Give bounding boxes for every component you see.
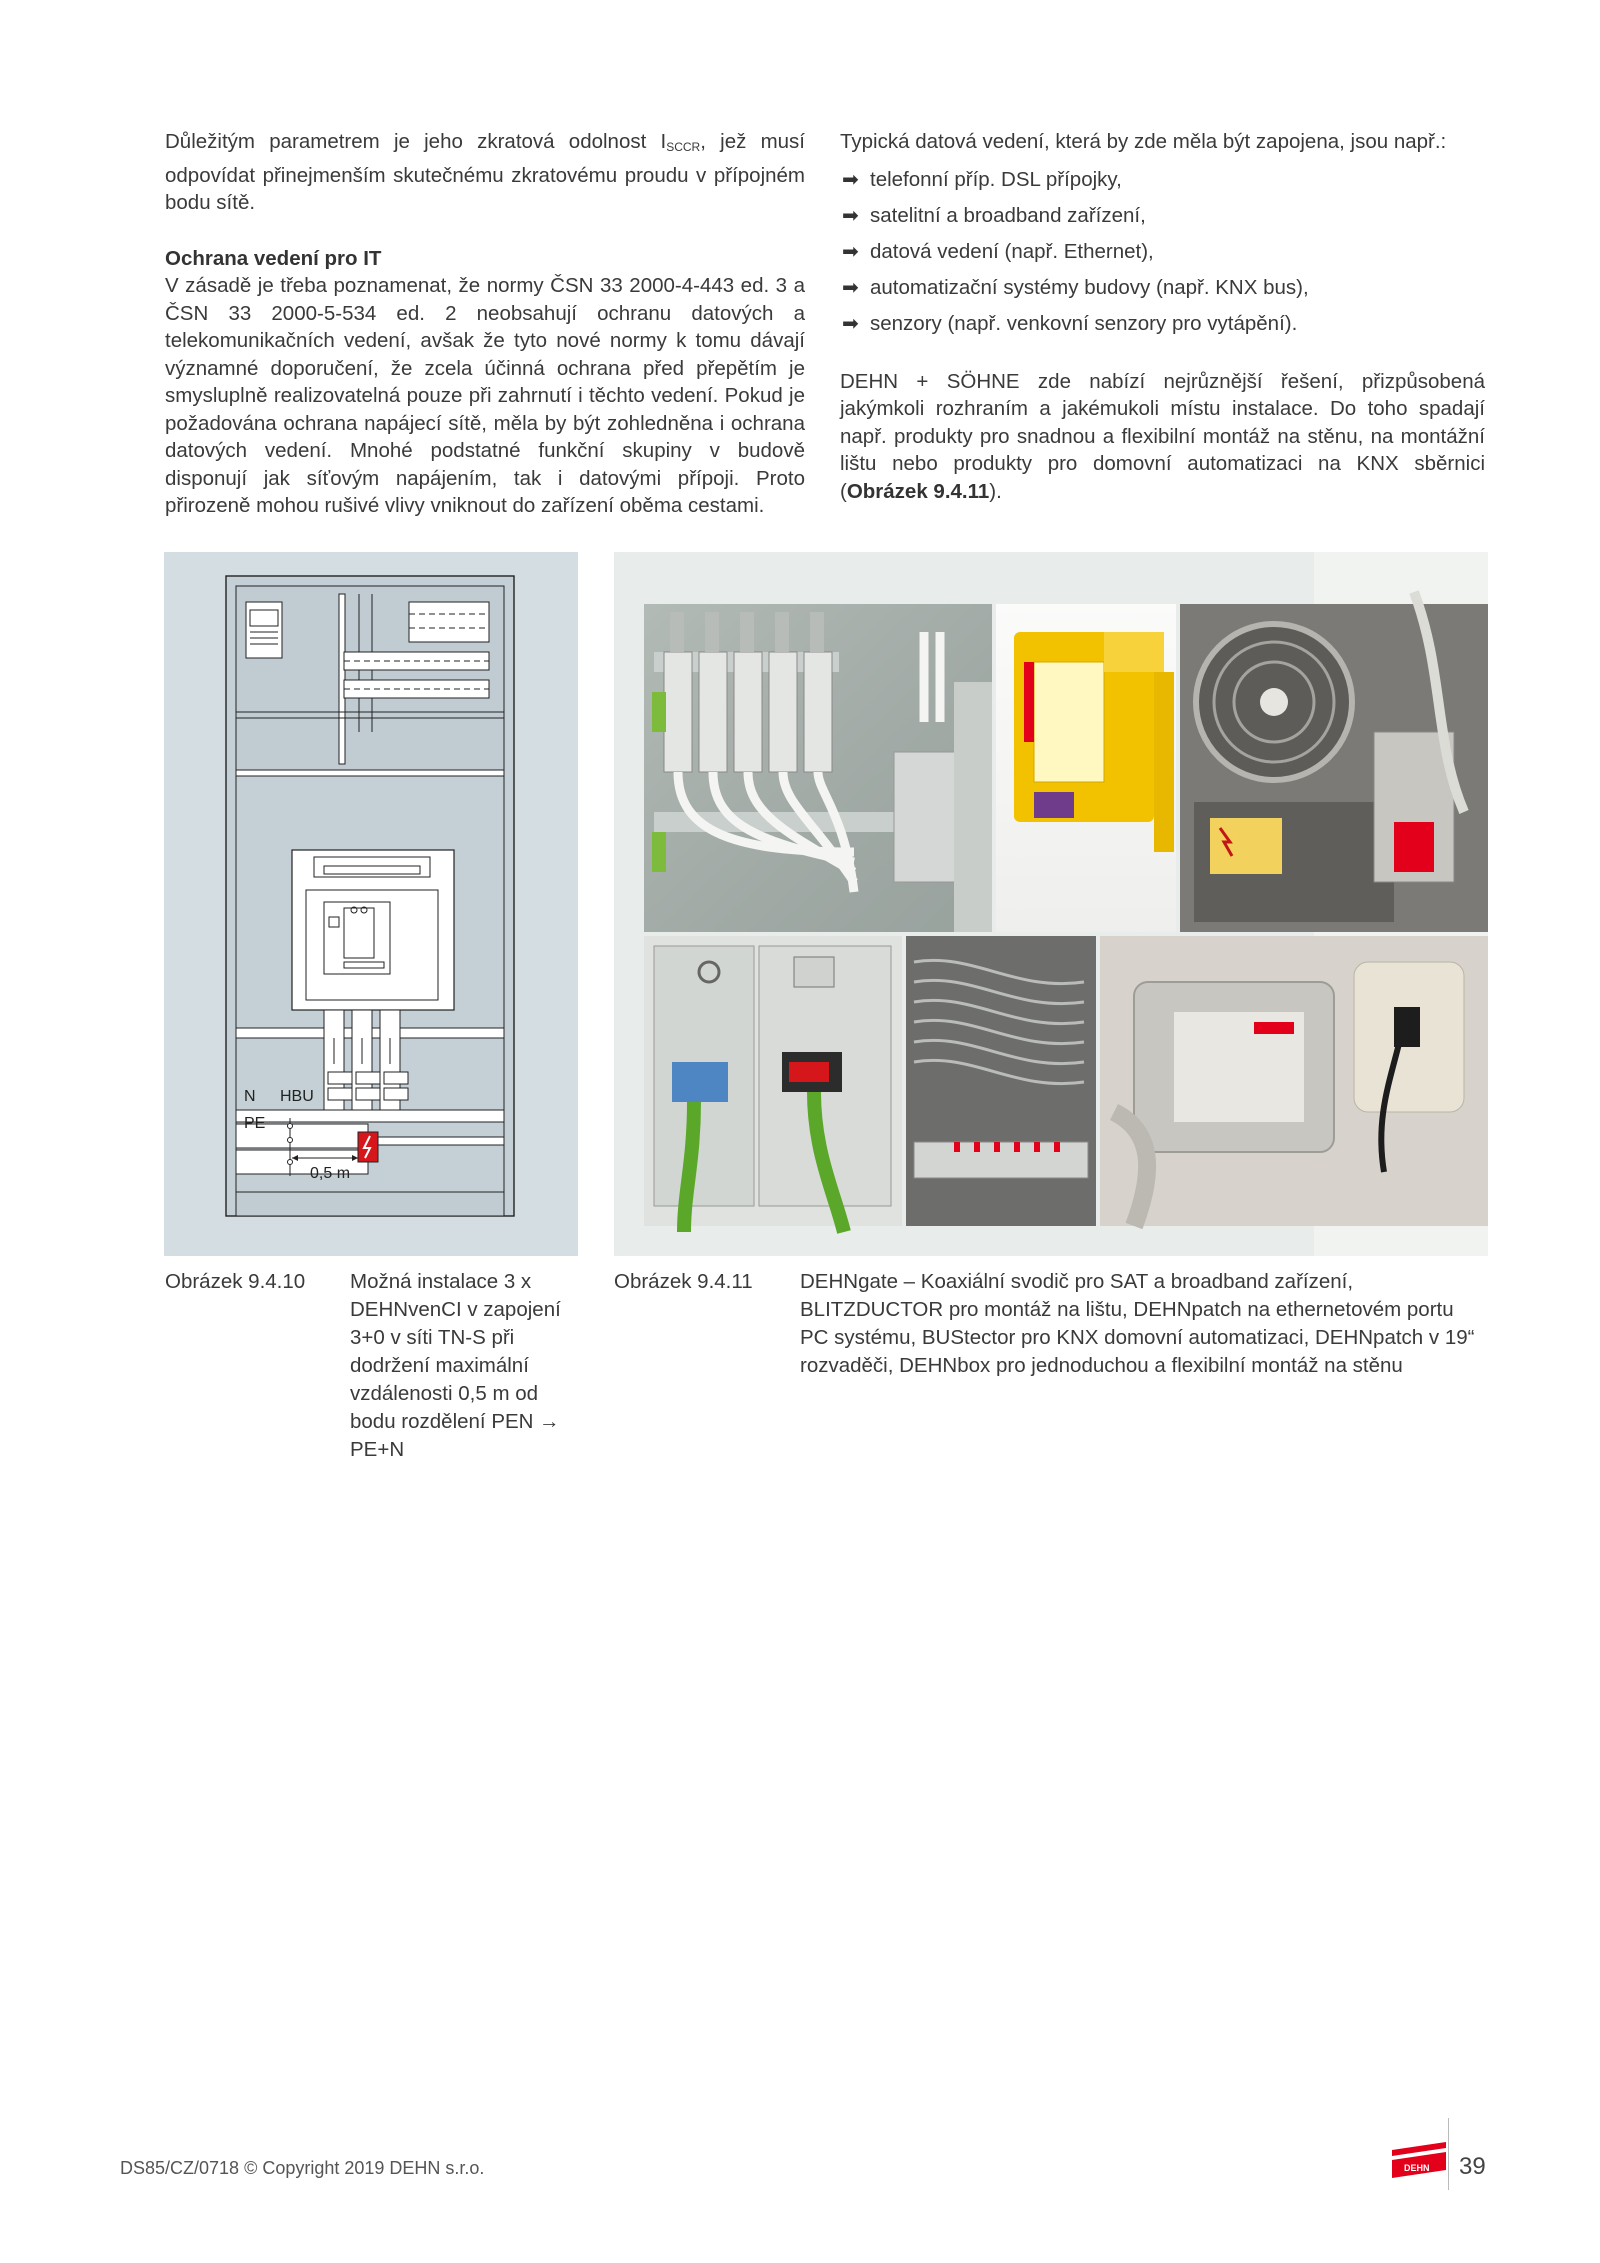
label-pe: PE [244, 1115, 266, 1132]
arrow-bullet-icon: ➡ [842, 168, 859, 191]
photo-dehnbox [1100, 936, 1488, 1226]
figure-9-4-11-caption: DEHNgate – Koaxiální svodič pro SAT a broadband zařízení, BLITZDUCTOR pro montáž na lištu, DEHNpatch na ethernetovém portu PC systému, BUStector pro KNX domovní automatizaci, DEHNpatch v 19“ rozvaděči, DEHNbox pro jednoduchou a flexibilní montáž na stěnu [800, 1270, 1475, 1377]
data-lines-list [840, 162, 1485, 342]
label-n: N [244, 1088, 256, 1105]
figure-9-4-10-label: Obrázek 9.4.10 [165, 1270, 306, 1293]
copyright-footer: DS85/CZ/0718 © Copyright 2019 DEHN s.r.o. [120, 2158, 485, 2178]
figure-9-4-10-caption: Možná instalace 3 x DEHNvenCI v zapojení 3+0 v síti TN-S při dodržení maximální vzdálenosti 0,5 m od bodu rozdělení PEN → PE+N [350, 1270, 561, 1461]
page-number: 39 [1459, 2153, 1486, 2180]
photo-blitzductor [996, 604, 1176, 932]
section-title: Ochrana vedení pro IT [165, 246, 382, 270]
list-item: ➡ telefonní příp. DSL přípojky, [840, 162, 1485, 198]
list-item: ➡ satelitní a broadband zařízení, [840, 198, 1485, 234]
list-item: ➡ automatizační systémy budovy (např. KNX bus), [840, 270, 1485, 306]
arrow-bullet-icon: ➡ [842, 240, 859, 263]
list-item: ➡ senzory (např. venkovní senzory pro vytápění). [840, 306, 1485, 342]
section-body: V zásadě je třeba poznamenat, že normy ČSN 33 2000-4-443 ed. 3 a ČSN 33 2000-5-534 ed. 2 neobsahují ochranu datových a telekomunikačních vedení, avšak že tyto nové normy k tomu dávají významné doporučení, že zcela účinná ochrana před přepětím je smysluplně realizovatelná pouze při zahrnutí i těchto vedení. Pokud je požadována ochrana napájecí sítě, měla by být zohledněna i ochrana datových vedení. Mnohé podstatné funkční skupiny v budově disponují jak síťovým napájením, tak i datovými přípoji. Proto přirozeně mohou rušivé vlivy vniknout do zařízení oběma cestami. [165, 274, 805, 517]
figure-reference: Obrázek 9.4.11 [846, 479, 990, 503]
photo-bustector-knx [644, 936, 902, 1232]
arrow-bullet-icon: ➡ [842, 276, 859, 299]
svg-text:DEHN: DEHN [1404, 2163, 1430, 2173]
distribution-board-diagram [164, 552, 578, 1256]
arrow-bullet-icon: ➡ [842, 204, 859, 227]
label-hbu: HBU [280, 1088, 314, 1105]
arrow-bullet-icon: ➡ [842, 312, 859, 335]
intro-paragraph: Důležitým parametrem je jeho zkratová odolnost $I_{SCCR}$, jež musí odpovídat přinejmenším skutečnému zkratovému proudu v přípojném bodu sítě. [165, 130, 806, 214]
board-schematic [164, 552, 578, 1256]
solutions-paragraph: DEHN + SÖHNE zde nabízí nejrůznější řešení, přizpůsobená jakýmkoli rozhraním a jakémukoli místu instalace. Do toho spadají např. produkty pro snadnou a flexibilní montáž na stěnu, na montážní lištu nebo produkty pro domovní automatizaci na KNX sběrnici (Obrázek 9.4.11). [840, 369, 1485, 503]
dehn-logo [1388, 2126, 1450, 2188]
photo-dehngate [644, 604, 992, 932]
photo-rack-dehnpatch [906, 936, 1096, 1226]
photo-pc-dehnpatch [1180, 592, 1488, 932]
right-column [840, 128, 1485, 505]
figure-9-4-11-label: Obrázek 9.4.11 [614, 1270, 753, 1293]
collage-graphic [614, 552, 1488, 1256]
sccr-subscript: SCCR [666, 140, 701, 154]
list-intro: Typická datová vedení, která by zde měla být zapojena, jsou např.: [840, 130, 1447, 153]
product-photo-collage [614, 552, 1488, 1256]
left-column [165, 128, 805, 520]
label-distance: 0,5 m [310, 1165, 351, 1182]
list-item: ➡ datová vedení (např. Ethernet), [840, 234, 1485, 270]
